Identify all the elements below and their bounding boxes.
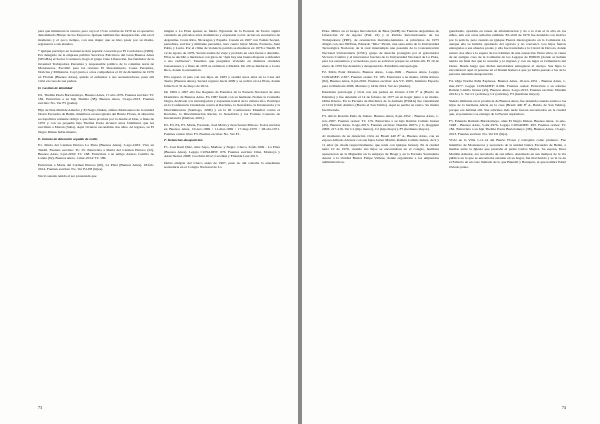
paragraph: ningún a La Plata apenas se fundó. Egresada de la Escuela de Teatro siguió cantando en privados artes dramáticas y expresión vocal. Actuó en escenarios de Argentina, Costa Rica, Nicaragua y España. Casada en 1967 con Tomás Securé, periodista, escritor y militante peronista, tuvo cuatro hijos: María, Facundo, Juan Pablo y Lucía. Por el clima de violencia partido se mudaron en 1976 a Tandil. El 12 de agosto de 1976, Securé estaba de viaje y probado en caza fuerte a detenido. Ellas se decidió a mudarnos con giros de "Ayú hay una buena disposta a defender a sus cadáveres". Tenemos que preguntar viviendo en distintas ciudades bonaerenses y a fines de 1976 se exiliaron a Madrid. De allí se mudaron a Costa Rica, donde la encuentran. [164,29,280,73]
right-column-2 [449,29,566,393]
page-number-left: 73 [38,405,43,410]
paragraph: para que ministrara la carrera, pero cayó el 15 de octubre de 1976 en el operativo denominado Hinojo de los Turpavos. Quique también fue desaparecido, ella en el momento y el poco tiempo, con una mujer que se hizo pasar por su madre, regresaron a sus abuelos. [38,29,154,47]
paragraph: Debió emigrar del Chaco antes de 1967, pues no ahí contaba la enseñanza secundaria en el Colegio Nacional de La [164,160,280,169]
paragraph: * Quique participó en la insurrección popular conocida por El Cordobazo (1969). Era delegado de la empresa pública Servicios Eléctricos del Gran Buenos Aires (SEGBA) el Sector Costanera, llegó al grupo Cine Liberación, fue fundador de la Juventud Trabajadora Peronista y responsable político de la columna norte de Montoneros. Escribió para las revistas El Descamisado, Causa Peronista, Noticias y Militancia. Cayó junto a otros compañeros el 10 de diciembre de 1976 en Florida (Buenos Aires), quizás al enfrentar a sus secuestradores, pues allí vivió en casa de sus padres. [38,48,154,84]
paragraph: De 1984 a 1997 ella fue Regente de Estudios de la Escuela Nacional de Arte Dramático de Buenos Aires. En 1987 fundó con su hermano Nomas la Comedia Negra, dedicada a la investigación y expresión teatral de la cultura afro. Participó en la Conferencia Ciudadana contra el Racismo, la Xenofobia, la Intolerancia y la Discriminación (Santiago, 2000) y en la III Conferencia Mundial contra el Racismo, la Discriminación Racial, la Xenofobia y las Formas Conexas de Intolerancia (Durban, 2001). [164,90,280,121]
paragraph: Hija de Don Matilde Amador y El Negro Dukas, ambos Montoneros de la unidad básica Escuadra de Belén, miembros en una iglesia del Barrio Flores, la situación sociopolítica reinante obligó a que fuera provista por la madre al Don, a fines de 1976 y con su pequeña hija Thelma Paola alcanzó unos familiares que les escribían a Mucan (Salta). Aquí vivieron escondidas dos años. Al regreso, su El Negro Dukas había muerto. [38,108,154,134]
section-heading: D. Gestión de identidad [38,85,73,90]
right-page [302,0,600,424]
section-heading: F. Detención-desaparición [164,138,203,143]
paragraph: F1. José Raúl Díaz, alias Sapo, Mañoso y Negro. Chaco, 6-feb-1949 - La Plata (Buenos Aires). Legajo CONADEP: 676. Fuentes escritas: Díaz, Montoya y Adán Suárez 2008; Cecchini 2012; Cecchini y Elizalde Leal 2013. [164,145,280,158]
paragraph: Siendo militante en la provincia de Buenos Aires, fue detenida cuando estaba a los hijos de la hermana Alicia en la casa (Brasil 440 8° A, Barrio de San Telmo), porque era habitué allí. Sus sobrinos más tarde fueron encontrados en la ciudad que, el parentesco se entregó de la Fuerza aspiradora. [449,98,566,116]
paragraph: D1. Thelma Paola Bartolomeyo, Buenos Aires, 17-abr-1976. Fuentes escritas: TC 182. Entrevista a su hija Thelma (38), Buenos Aires, 13-ago-2013. Fuentes escritas: No. Ver F5 (padre). [38,92,154,106]
paragraph: Estudiaba psicología y vivía con sus padres en Uriarte 2130 3° A (Barrio de Palermo) y fue detenida el 14 de febrero de 1977 en su hogar junto a su madre, Otilia Rivero. En la Escuela de Mecánica de la Armada (ESMA) fue visualizada el CCD (Club Atlético (Barrio el San Telmo). Aquí se perdió su rastro. Su madre fue liberada. [322,90,439,112]
paragraph: Entrevista a María del Carmen Pintoro (60), La Plata (Buenos Aires), 18-feb-2014. Fuentes escritas: No. Ver E2-E8 (hijos). [38,163,154,172]
paragraph: E1. María del Carmen Pintoro La Plata (Buenos Aires), 5-ago-1963. Vive en Tandil. Fuentes escritas: TC 25. Entrevista a María del Carmen Pintoro (52), Buenos Aires, 5-jul-2016: TC 168. Entrevista a su amigo Alonso Castillo de Landa (62), Buenos Aires, 1-mar-2014: TC 189. [38,143,154,161]
paragraph: Ella regresó al país con sus hijos en 1983 y residió unos años en la Casa del Teatro (Buenos Aires). Securé regresó hacia 2009 y se radicó en La Plata, donde falleció el 31 de mayo de 2014. [164,74,280,88]
paragraph: F2. Mirta Estér Montero. Buenos Aires, 1-sep-1949 - Buenos Aires. Legajo CONADEP: 2.307. Fuentes orales: TC 185. Entrevista a su madre, Otilia Rivero (82), Buenos Aires, 6-jul-2010. Fuentes escritas: AA.VV. 2005, Instituto Espacio para la Memoria 2006, Montero y Ortiz 2012. Ver A1 (madre). [322,70,439,88]
page-number-right: 74 [561,405,566,410]
left-page [0,0,298,424]
paragraph: Al momento de su detención vivía en Brasil 440 8° A, Buenos Aires, con su esposo Alfredo Alvarez con sus hijos Javier Martín, Ramón Camilo Juárez, de 9 y 11 años (la citada respectivamente, que tenía con Quique Juárez). En la ciudad tenía 10 de 1976, cuando sus hijos se encontraban en el colegio, hombres aparecieron en la Miguelón en la Ampaya de Braga y en la Escuela Secundaria Anexa a la Unidad Básica Felipe Vallese, donde organizaba a los empleados administrativos. [322,134,439,165]
paragraph: E2, E3, E4, E5. María, Facundo, José María y Juan Seuret Pintoro. Todos nacidos en Buenos Aires, 19-nov-1969 / 11-mar-1969 / 17-may-1970 / 28-abr-1971. Fuentes orales: libro F3. Fuentes escritas: No. Ver E1. [164,123,280,136]
right-column-1 [322,29,439,393]
paragraph: F5. Eduardo Rómulo Bartolomeyo, alias El Negro Dukas. Buenos Aires, 11-ene-1948 - Buenos Aires, 5-abr-1976. Legajo CONADEP: 493. Fuentes orales: TC 182. Entrevista a su hija Thelma Paola Bartolomeyo (38), Buenos Aires, 13-ago-2013. Fuentes escritas: No. Ver D1 (hija). [449,118,566,136]
section-heading: E. Intento de detención seguido de exilio [38,136,98,141]
left-column-2 [164,29,280,393]
paragraph: F3. Alicia Rosalía Peña de Juárez. Buenos Aires, 6-jul-1952 - Buenos Aires, 1-nov-1987. Fuentes orales: TC 179. Entrevista a su hijo Ramón Camilo Juárez (45), Buenos Aires, 6-ago-2013. Fuentes escritas: Dandán 2007a y b, Reggiani 2006: 217-219. Ver C1 (hijo menor), C2 (hijo mayor), F5 (hermano mayor). [322,114,439,132]
left-column-1 [38,29,154,393]
paragraph: Vivió en la Villa 1-11-14 del Barrio Flores y trabajaba como plomero. Fue miembro de Montoneros y secretario de la unidad básica Escuadra de Belén, a medias entre la Iglesia que prestaba el padre Carlos Mujica. Su esposa, Dora Matilde Amador, era secretaria de sus niños. Asesinado en sus tiempos de la vía pública en la que se encontraba estando en su hogar, fue mal herido y se le ve en el Fallecio en un caso llamado de lo que Bianchi y Bonaprat, la que nombre Pabel Oviedo paleo. [449,138,566,169]
paragraph: Plata. Militó en el Grupo Revolución de Base (GRB) las Fuerzas Argentinas de Liberación 22 de Agosto (FAL 22) y el Partido Revolucionario de los Trabajadores (PRT), de orientación marxista-leninista. A principios de 1975 dirigió con otro PRTista, Eduardo "Dito" Pirotti, una sana arma de la Universidad Tecnológica Nacional, de la cual interrumpía una pasantía de la Concentración Nacional Universitaria (CNU), grupo de derecha protegido por el gobernador Victorio Calabró y el interventor fascista de la Universidad Nacional de La Plata, para los encuentros y acreedores, pero se salvaron porque no existía allí. El 10 de enero de 1976 fue detenido y desaparecido. Estudiaba antropología. [322,29,439,68]
paragraph: F4. Olga Norma Peña Espinosa. Buenos Aires, 16-nov-1951 - Buenos Aires, 1-mar-1977. Legajo CONADEP: 6.694. Fuentes orales: Entrevista a su sobrino Ramón Camilo Juárez (45), Buenos Aires, 6-ago-2013. Fuentes escritas: Dandán 2013a y b. Ver C1 (sobrino), C2 (sobrino), F3 (hermana mayor). [449,79,566,97]
paragraph: Nació sanada tenida al ser protestada que [38,174,97,179]
paragraph: guardaréis, ayudaba en tareas de alfabetización y da a la cruz el la ella en los niños, aún con otras señorías también. En abril de 1976 fue detenida con motivo por la policía, pero cuando su Quique Fuerza interrogatorio en la Comisaría 14, aunque ella se hallaba ayudando del agravio y no convencí. Los hijos fueron entregados a sus abuelos pronto y ella fue trasladada a la Cárcel de Devoto, donde estuvo dos años a la espera de los trámites de una acusación. Entre ellos, la causa de un antiguo caso de la Comisión de los Legajos de HIDOS (donde se habían tenido un final del que la acusaba y la ingresó y con un lugar el Cementerio del Oeste. Desde luego que dichas autoridades entregaron el cuerpo. Sus hijos lo encontraron aquí al ponerse en el Daniel Rebecca que ya había pasado a las de la persona detenida-desaparecida. [449,29,566,77]
